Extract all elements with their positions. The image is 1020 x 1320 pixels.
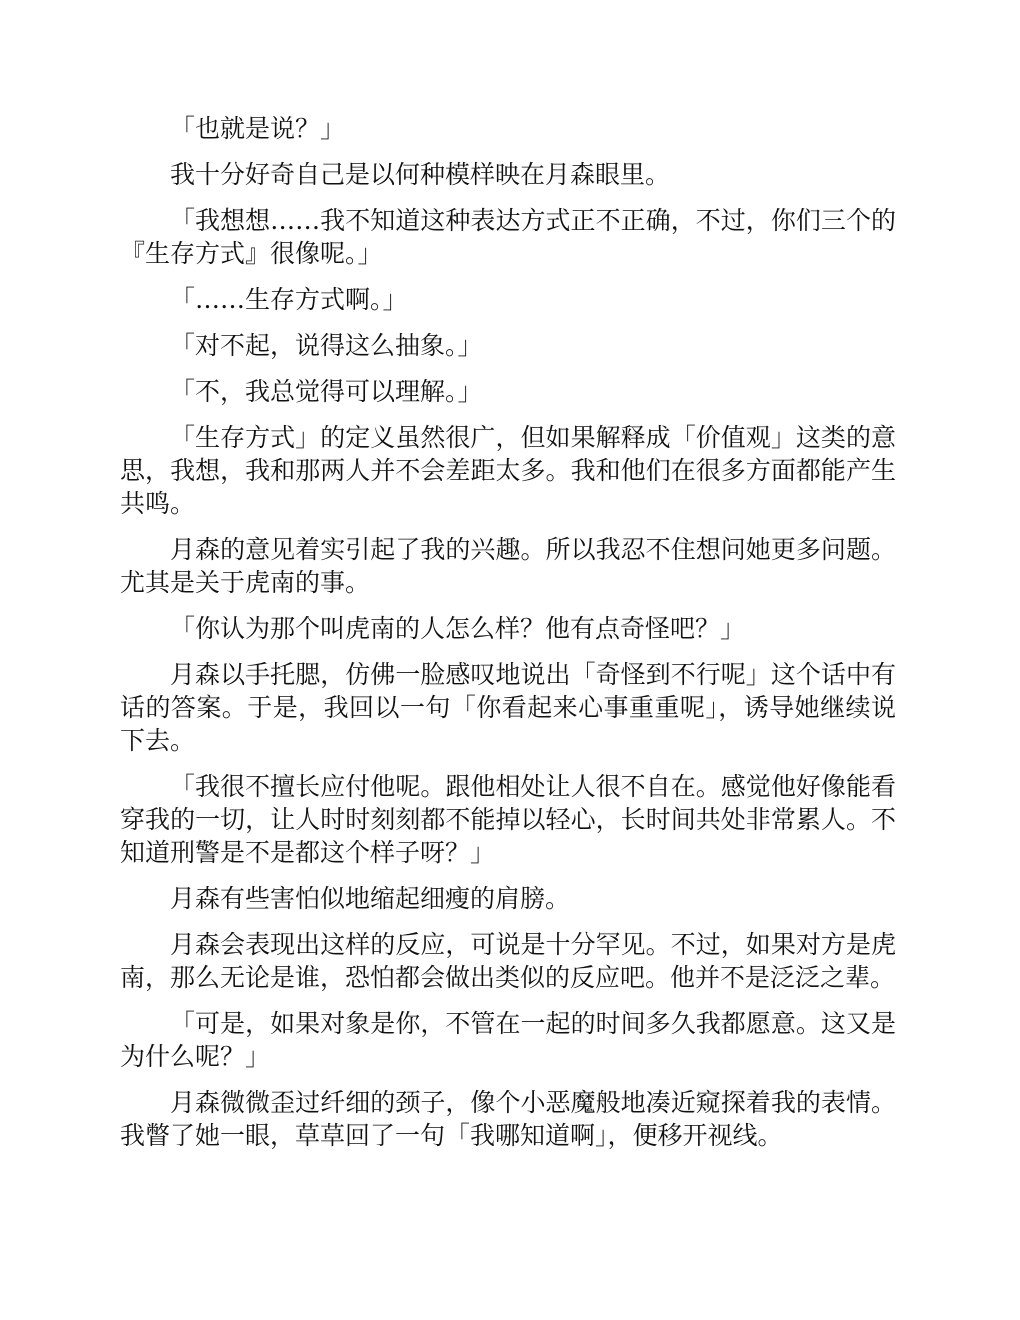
paragraph-14: 「可是，如果对象是你，不管在一起的时间多久我都愿意。这又是为什么呢？」 xyxy=(120,1009,896,1071)
paragraph-13: 月森会表现出这样的反应，可说是十分罕见。不过，如果对方是虎南，那么无论是谁，恐怕都会做出类似的反应吧。他并不是泛泛之辈。 xyxy=(120,930,896,992)
paragraph-12: 月森有些害怕似地缩起细瘦的肩膀。 xyxy=(170,884,571,913)
paragraph-11: 「我很不擅长应付他呢。跟他相处让人很不自在。感觉他好像能看穿我的一切，让人时时刻刻都不能掉以轻心，长时间共处非常累人。不知道刑警是不是都这个样子呀？」 xyxy=(120,772,896,867)
paragraph-1: 「也就是说？」 xyxy=(170,114,346,143)
paragraph-2: 我十分好奇自己是以何种模样映在月森眼里。 xyxy=(170,160,671,189)
paragraph-5: 「对不起，说得这么抽象。」 xyxy=(170,331,483,360)
paragraph-6: 「不，我总觉得可以理解。」 xyxy=(170,377,483,406)
paragraph-3: 「我想想……我不知道这种表达方式正不正确，不过，你们三个的『生存方式』很像呢。」 xyxy=(120,206,896,268)
paragraph-15: 月森微微歪过纤细的颈子，像个小恶魔般地凑近窥探着我的表情。我瞥了她一眼，草草回了一句「我哪知道啊」，便移开视线。 xyxy=(120,1088,896,1150)
paragraph-8: 月森的意见着实引起了我的兴趣。所以我忍不住想问她更多问题。尤其是关于虎南的事。 xyxy=(120,535,896,597)
paragraph-10: 月森以手托腮，仿佛一脸感叹地说出「奇怪到不行呢」这个话中有话的答案。于是，我回以一句「你看起来心事重重呢」，诱导她继续说下去。 xyxy=(120,660,896,755)
paragraph-9: 「你认为那个叫虎南的人怎么样？他有点奇怪吧？」 xyxy=(170,614,746,643)
paragraph-7: 「生存方式」的定义虽然很广，但如果解释成「价值观」这类的意思，我想，我和那两人并不会差距太多。我和他们在很多方面都能产生共鸣。 xyxy=(120,423,896,518)
document-page xyxy=(120,112,896,1165)
paragraph-4: 「……生存方式啊。」 xyxy=(170,285,408,314)
